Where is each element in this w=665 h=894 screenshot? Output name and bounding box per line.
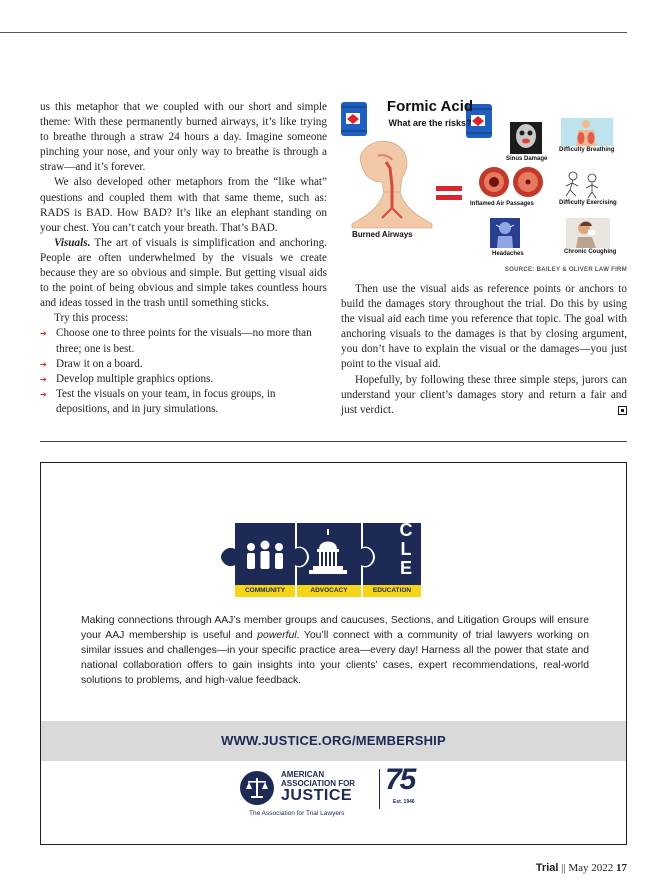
arrow-bullet-icon: ➔ xyxy=(40,374,47,384)
end-of-article-icon xyxy=(618,406,627,415)
label-difficulty-exercising: Difficulty Exercising xyxy=(559,200,617,206)
community-people-icon xyxy=(247,541,283,570)
difficulty-exercising-image xyxy=(566,172,598,198)
difficulty-breathing-image xyxy=(561,118,613,146)
label-education: EDUCATION xyxy=(372,587,412,594)
label-advocacy: ADVOCACY xyxy=(310,587,348,594)
try-process-heading: Try this process: xyxy=(54,312,129,325)
chemical-barrel-icon xyxy=(341,102,367,136)
top-rule xyxy=(0,32,627,33)
figure-subtitle: What are the risks? xyxy=(388,118,472,128)
anniversary-est: Est. 1946 xyxy=(393,799,415,805)
formic-acid-figure xyxy=(340,96,627,274)
paragraph: Then use the visual aids as reference points or anchors to build the damages story throughout the trial. Do this by using the visual aid each time you reference that topic. The goal with anchoring visuals to the damages is that by closing argument, you don’t have to explain the visual or the damages—you just point to the visual aid. xyxy=(341,283,627,371)
list-item: ➔ Test the visuals on your team, in focus groups, in depositions, and in jury simulations. xyxy=(40,387,276,415)
inflamed-air-passages-image xyxy=(479,167,543,197)
list-item: ➔ Draw it on a board. xyxy=(40,357,327,372)
equals-icon xyxy=(436,186,462,200)
page-number: 17 xyxy=(616,862,627,874)
paragraph xyxy=(40,236,327,311)
label-sinus-damage: Sinus Damage xyxy=(506,156,548,162)
list-item: ➔ Choose one to three points for the visuals—no more than three; one is best. xyxy=(40,327,312,355)
article-left-column xyxy=(40,100,327,417)
chronic-coughing-image xyxy=(566,218,610,248)
visuals-text: The art of visuals is simplification and anchoring. People are often underwhelmed by the visuals we create because they are so obvious and simple. But getting visual aids to the point of being obvious and simple takes countless hours and ideas tossed in the trash until something sticks. xyxy=(40,236,327,310)
figure-title: Formic Acid xyxy=(386,98,474,115)
label-chronic-coughing: Chronic Coughing xyxy=(564,249,617,255)
logo-tagline: The Association for Trial Lawyers xyxy=(249,810,345,817)
label-headaches: Headaches xyxy=(492,251,524,257)
footer-separator: || xyxy=(561,862,566,874)
headaches-image xyxy=(490,218,520,248)
membership-description: Making connections through AAJ’s member groups and caucuses, Sections, and Litigation Groups will ensure your AAJ membership is useful and powerful. You’ll connect with a community of trial lawyers working on similar issues and challenges—in your specific practice area—every day! Harness all the power that state and national collaboration offers to gain insights into your clients’ cases, expert recommendations, real-world solutions to problems, and high-value feedback. xyxy=(81,615,589,687)
section-divider xyxy=(40,441,627,442)
arrow-bullet-icon: ➔ xyxy=(40,359,47,369)
arrow-bullet-icon: ➔ xyxy=(40,329,47,339)
article-right-column xyxy=(341,282,627,418)
logo-divider xyxy=(379,769,380,809)
list-item: ➔ Develop multiple graphics options. xyxy=(40,372,327,387)
label-difficulty-breathing: Difficulty Breathing xyxy=(559,147,615,153)
anniversary-75: 75 xyxy=(385,763,415,796)
paragraph: Hopefully, by following these three simple steps, jurors can understand your client’s damages story and return a fair and just verdict. xyxy=(341,373,627,416)
logo-name-lines: AMERICAN ASSOCIATION FOR xyxy=(281,770,356,788)
label-burned-airways: Burned Airways xyxy=(352,230,413,239)
cle-letters: C L E xyxy=(399,520,413,578)
figure-source: SOURCE: BAILEY & OLIVER LAW FIRM xyxy=(504,267,627,273)
burned-airways-illustration xyxy=(352,141,432,228)
label-inflamed-air-passages: Inflamed Air Passages xyxy=(470,201,534,207)
paragraph: us this metaphor that we coupled with our short and simple theme: With these permanently burned airways, it’s like trying to breathe through a straw 24 hours a day. Imagine someone pinching your nose, and your only way to breathe is through a straw—and it’s forever. xyxy=(40,101,327,174)
page-footer xyxy=(536,862,627,874)
membership-advertisement xyxy=(40,462,627,845)
paragraph: We also developed other metaphors from the “like what” questions and coupled them with that same theme, such as: RADS is BAD. How BAD? It’s like an elephant standing on your chest. You can’t catch your breath. That’s BAD. xyxy=(40,176,327,234)
issue-date: May 2022 xyxy=(568,862,614,874)
sinus-damage-image xyxy=(510,122,542,154)
arrow-bullet-icon: ➔ xyxy=(40,389,47,399)
scales-of-justice-icon xyxy=(239,770,275,806)
url-band xyxy=(41,721,626,761)
logo-justice-word: JUSTICE xyxy=(281,787,353,804)
magazine-name: Trial xyxy=(535,862,559,874)
membership-url[interactable]: WWW.JUSTICE.ORG/MEMBERSHIP xyxy=(221,733,446,748)
steps-list xyxy=(40,326,327,417)
label-community: COMMUNITY xyxy=(244,587,286,594)
visuals-lead: Visuals. xyxy=(54,236,91,249)
